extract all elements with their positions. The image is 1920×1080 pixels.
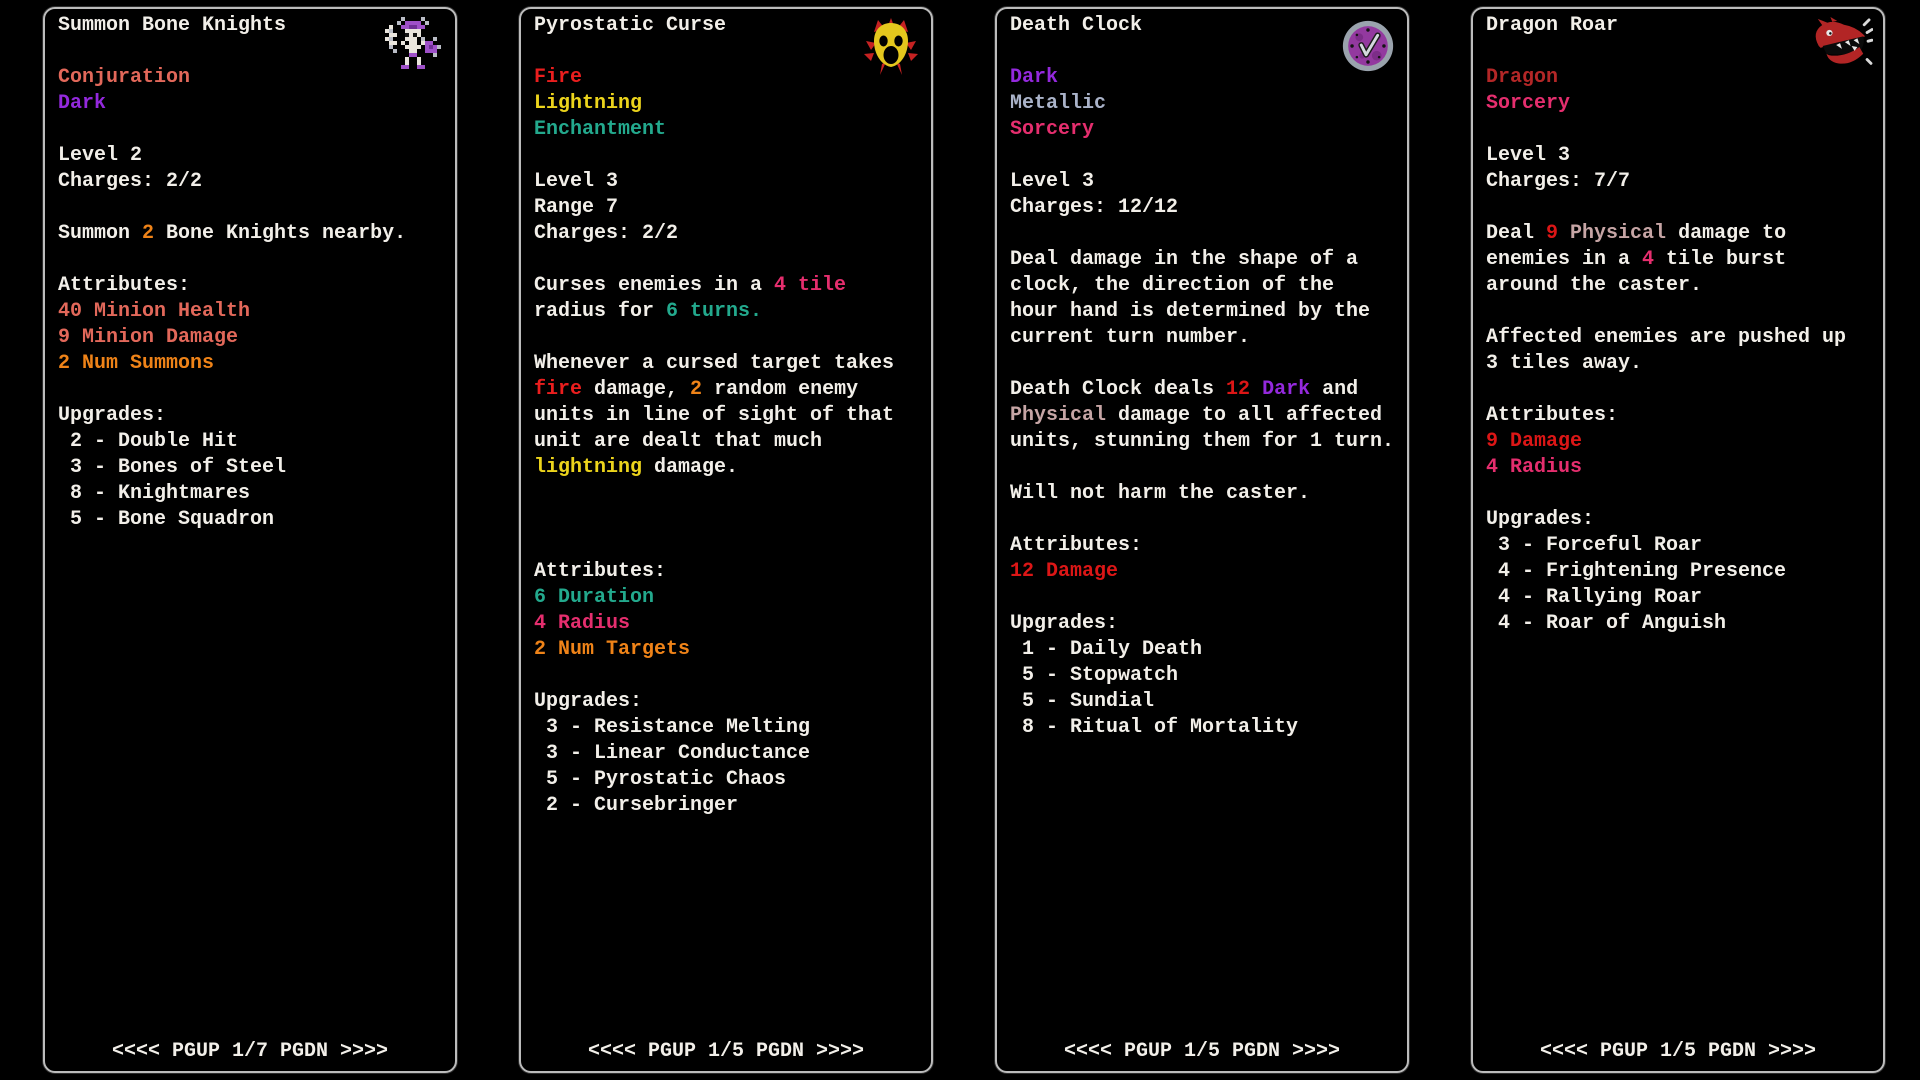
text-segment: 2 Num Summons bbox=[58, 352, 215, 375]
text-segment: Summon Bone Knights bbox=[58, 14, 287, 37]
attribute-line bbox=[58, 351, 455, 377]
upgrade-item[interactable] bbox=[1010, 689, 1407, 715]
text-segment: 12 Damage bbox=[1010, 560, 1119, 583]
text-segment: 3 - Bones of Steel bbox=[58, 456, 287, 479]
text-segment: Summon bbox=[58, 222, 143, 245]
blank-line bbox=[1010, 351, 1407, 377]
text-segment: Level 3 bbox=[1486, 144, 1571, 167]
pager-pgup-button[interactable]: <<<< PGUP bbox=[587, 1040, 696, 1063]
text-segment: units, stunning them for 1 turn. bbox=[1010, 430, 1395, 453]
text-segment: Lightning bbox=[534, 92, 643, 115]
text-segment bbox=[1558, 222, 1570, 245]
upgrade-item[interactable] bbox=[1486, 533, 1883, 559]
text-segment: Will not harm the caster. bbox=[1010, 482, 1311, 505]
description-line bbox=[1010, 325, 1407, 351]
description-line bbox=[1010, 247, 1407, 273]
upgrade-item[interactable] bbox=[1010, 715, 1407, 741]
spell-tag bbox=[1010, 91, 1407, 117]
attributes-heading bbox=[1010, 533, 1407, 559]
text-segment: Charges: 2/2 bbox=[534, 222, 679, 245]
description-line bbox=[534, 403, 931, 429]
text-segment: and bbox=[1310, 378, 1359, 401]
blank-line bbox=[1010, 221, 1407, 247]
upgrades-heading bbox=[1010, 611, 1407, 637]
upgrade-item[interactable] bbox=[534, 793, 931, 819]
text-segment: Level 3 bbox=[1010, 170, 1095, 193]
attribute-line bbox=[534, 585, 931, 611]
spell-stat bbox=[1010, 169, 1407, 195]
pager-pgdn-button[interactable]: PGDN >>>> bbox=[756, 1040, 865, 1063]
spell-tag bbox=[1486, 91, 1883, 117]
description-line bbox=[534, 299, 931, 325]
text-segment: tile burst bbox=[1654, 248, 1787, 271]
text-segment: fire bbox=[534, 378, 583, 401]
pager-page-indicator: 1/7 bbox=[231, 1040, 268, 1063]
text-segment: Sorcery bbox=[1010, 118, 1095, 141]
upgrade-item[interactable] bbox=[1486, 611, 1883, 637]
text-segment: 4 - Frightening Presence bbox=[1486, 560, 1787, 583]
text-segment: 12 bbox=[1226, 378, 1251, 401]
upgrade-item[interactable] bbox=[534, 715, 931, 741]
upgrade-item[interactable] bbox=[58, 507, 455, 533]
pager-pgdn-button[interactable]: PGDN >>>> bbox=[1232, 1040, 1341, 1063]
pager-pgup-button[interactable]: <<<< PGUP bbox=[1063, 1040, 1172, 1063]
text-segment: Physical bbox=[1570, 222, 1667, 245]
text-segment: random enemy bbox=[702, 378, 859, 401]
text-segment: Death Clock deals bbox=[1010, 378, 1227, 401]
text-segment: Death Clock bbox=[1010, 14, 1143, 37]
text-segment: clock, the direction of the bbox=[1010, 274, 1335, 297]
text-segment: unit are dealt that much bbox=[534, 430, 823, 453]
attribute-line bbox=[534, 637, 931, 663]
description-line bbox=[58, 221, 455, 247]
blank-line bbox=[58, 377, 455, 403]
upgrade-item[interactable] bbox=[534, 767, 931, 793]
text-segment: 3 tiles away. bbox=[1486, 352, 1643, 375]
text-segment: Dragon Roar bbox=[1486, 14, 1619, 37]
description-line bbox=[534, 455, 931, 481]
text-segment: 2 bbox=[690, 378, 703, 401]
text-segment: around the caster. bbox=[1486, 274, 1703, 297]
blank-line bbox=[1010, 585, 1407, 611]
text-segment: Curses enemies in a bbox=[534, 274, 775, 297]
blank-line bbox=[1486, 377, 1883, 403]
spell-stat bbox=[1486, 143, 1883, 169]
blank-line bbox=[1486, 117, 1883, 143]
text-segment: 2 - Double Hit bbox=[58, 430, 239, 453]
pager-page-indicator: 1/5 bbox=[1659, 1040, 1696, 1063]
text-segment: Charges: 7/7 bbox=[1486, 170, 1631, 193]
text-segment: Pyrostatic Curse bbox=[534, 14, 727, 37]
blank-line bbox=[1486, 481, 1883, 507]
upgrade-item[interactable] bbox=[1486, 559, 1883, 585]
blank-line bbox=[58, 247, 455, 273]
text-segment: units in line of sight of that bbox=[534, 404, 895, 427]
text-segment: Dark bbox=[58, 92, 107, 115]
spell-tag bbox=[58, 91, 455, 117]
blank-line bbox=[534, 143, 931, 169]
text-segment: 2 Num Targets bbox=[534, 638, 691, 661]
text-segment: 1 - Daily Death bbox=[1010, 638, 1203, 661]
attribute-line bbox=[1010, 559, 1407, 585]
text-segment: Deal damage in the shape of a bbox=[1010, 248, 1359, 271]
pager bbox=[45, 1039, 455, 1065]
text-segment: 3 - Forceful Roar bbox=[1486, 534, 1703, 557]
text-segment: 5 - Sundial bbox=[1010, 690, 1155, 713]
text-segment: 5 - Pyrostatic Chaos bbox=[534, 768, 787, 791]
pager bbox=[997, 1039, 1407, 1065]
text-segment: Upgrades: bbox=[1010, 612, 1119, 635]
text-segment: Sorcery bbox=[1486, 92, 1571, 115]
text-segment: Upgrades: bbox=[1486, 508, 1595, 531]
text-segment: 5 - Stopwatch bbox=[1010, 664, 1179, 687]
blank-line bbox=[1486, 195, 1883, 221]
attribute-line bbox=[1486, 455, 1883, 481]
text-segment: Level 2 bbox=[58, 144, 143, 167]
description-line bbox=[1010, 299, 1407, 325]
pager-pgup-button[interactable]: <<<< PGUP bbox=[111, 1040, 220, 1063]
text-segment: 5 - Bone Squadron bbox=[58, 508, 275, 531]
spell-card-death-clock bbox=[995, 7, 1409, 1073]
text-segment: Attributes: bbox=[58, 274, 191, 297]
text-segment: hour hand is determined by the bbox=[1010, 300, 1371, 323]
text-segment: Dark bbox=[1262, 378, 1311, 401]
text-segment: damage to bbox=[1666, 222, 1787, 245]
text-segment: 4 - Rallying Roar bbox=[1486, 586, 1703, 609]
blank-line bbox=[1010, 143, 1407, 169]
text-segment: Charges: 2/2 bbox=[58, 170, 203, 193]
description-line bbox=[1010, 377, 1407, 403]
text-segment: Conjuration bbox=[58, 66, 191, 89]
text-segment: damage. bbox=[642, 456, 739, 479]
text-segment: Charges: 12/12 bbox=[1010, 196, 1179, 219]
text-segment: 9 Minion Damage bbox=[58, 326, 239, 349]
text-segment: 40 Minion Health bbox=[58, 300, 251, 323]
description-line bbox=[1010, 481, 1407, 507]
upgrades-heading bbox=[1486, 507, 1883, 533]
text-segment: Attributes: bbox=[1486, 404, 1619, 427]
pager-page-indicator: 1/5 bbox=[1183, 1040, 1220, 1063]
attributes-heading bbox=[58, 273, 455, 299]
text-segment: 4 tile bbox=[774, 274, 847, 297]
description-line bbox=[1486, 351, 1883, 377]
text-segment bbox=[1250, 378, 1262, 401]
text-segment: 9 Damage bbox=[1486, 430, 1583, 453]
pager-pgup-button[interactable]: <<<< PGUP bbox=[1539, 1040, 1648, 1063]
text-segment: enemies in a bbox=[1486, 248, 1643, 271]
text-segment: 2 bbox=[142, 222, 155, 245]
text-segment: Attributes: bbox=[534, 560, 667, 583]
spell-tag bbox=[534, 117, 931, 143]
description-line bbox=[534, 351, 931, 377]
pager-page-indicator: 1/5 bbox=[707, 1040, 744, 1063]
spell-tag bbox=[1010, 117, 1407, 143]
upgrades-heading bbox=[58, 403, 455, 429]
description-line bbox=[1486, 325, 1883, 351]
description-line bbox=[1486, 247, 1883, 273]
description-line bbox=[1010, 273, 1407, 299]
blank-line bbox=[58, 195, 455, 221]
blank-line bbox=[58, 117, 455, 143]
attributes-heading bbox=[534, 559, 931, 585]
upgrade-item[interactable] bbox=[58, 455, 455, 481]
text-segment: 4 Radius bbox=[534, 612, 631, 635]
text-segment: Dark bbox=[1010, 66, 1059, 89]
blank-line bbox=[1010, 507, 1407, 533]
text-segment: Upgrades: bbox=[534, 690, 643, 713]
pager-pgdn-button[interactable]: PGDN >>>> bbox=[280, 1040, 389, 1063]
spell-stat bbox=[534, 195, 931, 221]
text-segment: radius for bbox=[534, 300, 667, 323]
blank-line bbox=[534, 507, 931, 533]
description-line bbox=[1010, 429, 1407, 455]
spell-stat bbox=[1010, 195, 1407, 221]
attributes-heading bbox=[1486, 403, 1883, 429]
text-segment: 3 - Resistance Melting bbox=[534, 716, 811, 739]
description-line bbox=[534, 429, 931, 455]
upgrade-item[interactable] bbox=[1010, 637, 1407, 663]
text-segment: 4 Radius bbox=[1486, 456, 1583, 479]
description-line bbox=[1486, 221, 1883, 247]
text-segment: Fire bbox=[534, 66, 583, 89]
description-line bbox=[1010, 403, 1407, 429]
text-segment: damage to all affected bbox=[1106, 404, 1383, 427]
screaming-mask-icon bbox=[861, 17, 921, 77]
pager bbox=[521, 1039, 931, 1065]
text-segment: Physical bbox=[1010, 404, 1107, 427]
blank-line bbox=[534, 663, 931, 689]
upgrade-item[interactable] bbox=[1010, 663, 1407, 689]
description-line bbox=[534, 377, 931, 403]
clock-icon bbox=[1339, 17, 1397, 75]
spell-tag bbox=[534, 91, 931, 117]
upgrade-item[interactable] bbox=[1486, 585, 1883, 611]
text-segment: Range 7 bbox=[534, 196, 619, 219]
text-segment: 8 - Knightmares bbox=[58, 482, 251, 505]
spell-stat bbox=[534, 169, 931, 195]
pager-pgdn-button[interactable]: PGDN >>>> bbox=[1708, 1040, 1817, 1063]
text-segment: 4 bbox=[1642, 248, 1655, 271]
text-segment: Bone Knights nearby. bbox=[154, 222, 407, 245]
spell-stat bbox=[58, 143, 455, 169]
text-segment: damage, bbox=[582, 378, 691, 401]
text-segment: Upgrades: bbox=[58, 404, 167, 427]
text-segment: current turn number. bbox=[1010, 326, 1251, 349]
text-segment: Dragon bbox=[1486, 66, 1559, 89]
upgrade-item[interactable] bbox=[58, 481, 455, 507]
pager bbox=[1473, 1039, 1883, 1065]
description-line bbox=[1486, 273, 1883, 299]
upgrade-item[interactable] bbox=[58, 429, 455, 455]
bone-knight-icon bbox=[381, 17, 445, 69]
spell-card-summon-bone-knights bbox=[43, 7, 457, 1073]
upgrades-heading bbox=[534, 689, 931, 715]
dragon-roar-icon bbox=[1809, 17, 1873, 75]
text-segment: Attributes: bbox=[1010, 534, 1143, 557]
text-segment: 9 bbox=[1546, 222, 1559, 245]
attribute-line bbox=[58, 325, 455, 351]
blank-line bbox=[1486, 299, 1883, 325]
text-segment: Whenever a cursed target takes bbox=[534, 352, 895, 375]
text-segment: 6 Duration bbox=[534, 586, 655, 609]
attribute-line bbox=[534, 611, 931, 637]
upgrade-item[interactable] bbox=[534, 741, 931, 767]
spell-stat bbox=[534, 221, 931, 247]
text-segment: lightning bbox=[534, 456, 643, 479]
text-segment: 8 - Ritual of Mortality bbox=[1010, 716, 1299, 739]
text-segment: 6 turns. bbox=[666, 300, 763, 323]
blank-line bbox=[534, 325, 931, 351]
blank-line bbox=[534, 533, 931, 559]
text-segment: Level 3 bbox=[534, 170, 619, 193]
blank-line bbox=[534, 247, 931, 273]
spell-card-pyrostatic-curse bbox=[519, 7, 933, 1073]
attribute-line bbox=[58, 299, 455, 325]
text-segment: 2 - Cursebringer bbox=[534, 794, 739, 817]
spell-stat bbox=[58, 169, 455, 195]
spell-stat bbox=[1486, 169, 1883, 195]
text-segment: 4 - Roar of Anguish bbox=[1486, 612, 1727, 635]
description-line bbox=[534, 273, 931, 299]
text-segment: Deal bbox=[1486, 222, 1547, 245]
text-segment: Metallic bbox=[1010, 92, 1107, 115]
text-segment: Enchantment bbox=[534, 118, 667, 141]
blank-line bbox=[1010, 455, 1407, 481]
blank-line bbox=[534, 481, 931, 507]
spell-card-dragon-roar bbox=[1471, 7, 1885, 1073]
attribute-line bbox=[1486, 429, 1883, 455]
text-segment: Affected enemies are pushed up bbox=[1486, 326, 1847, 349]
text-segment: 3 - Linear Conductance bbox=[534, 742, 811, 765]
